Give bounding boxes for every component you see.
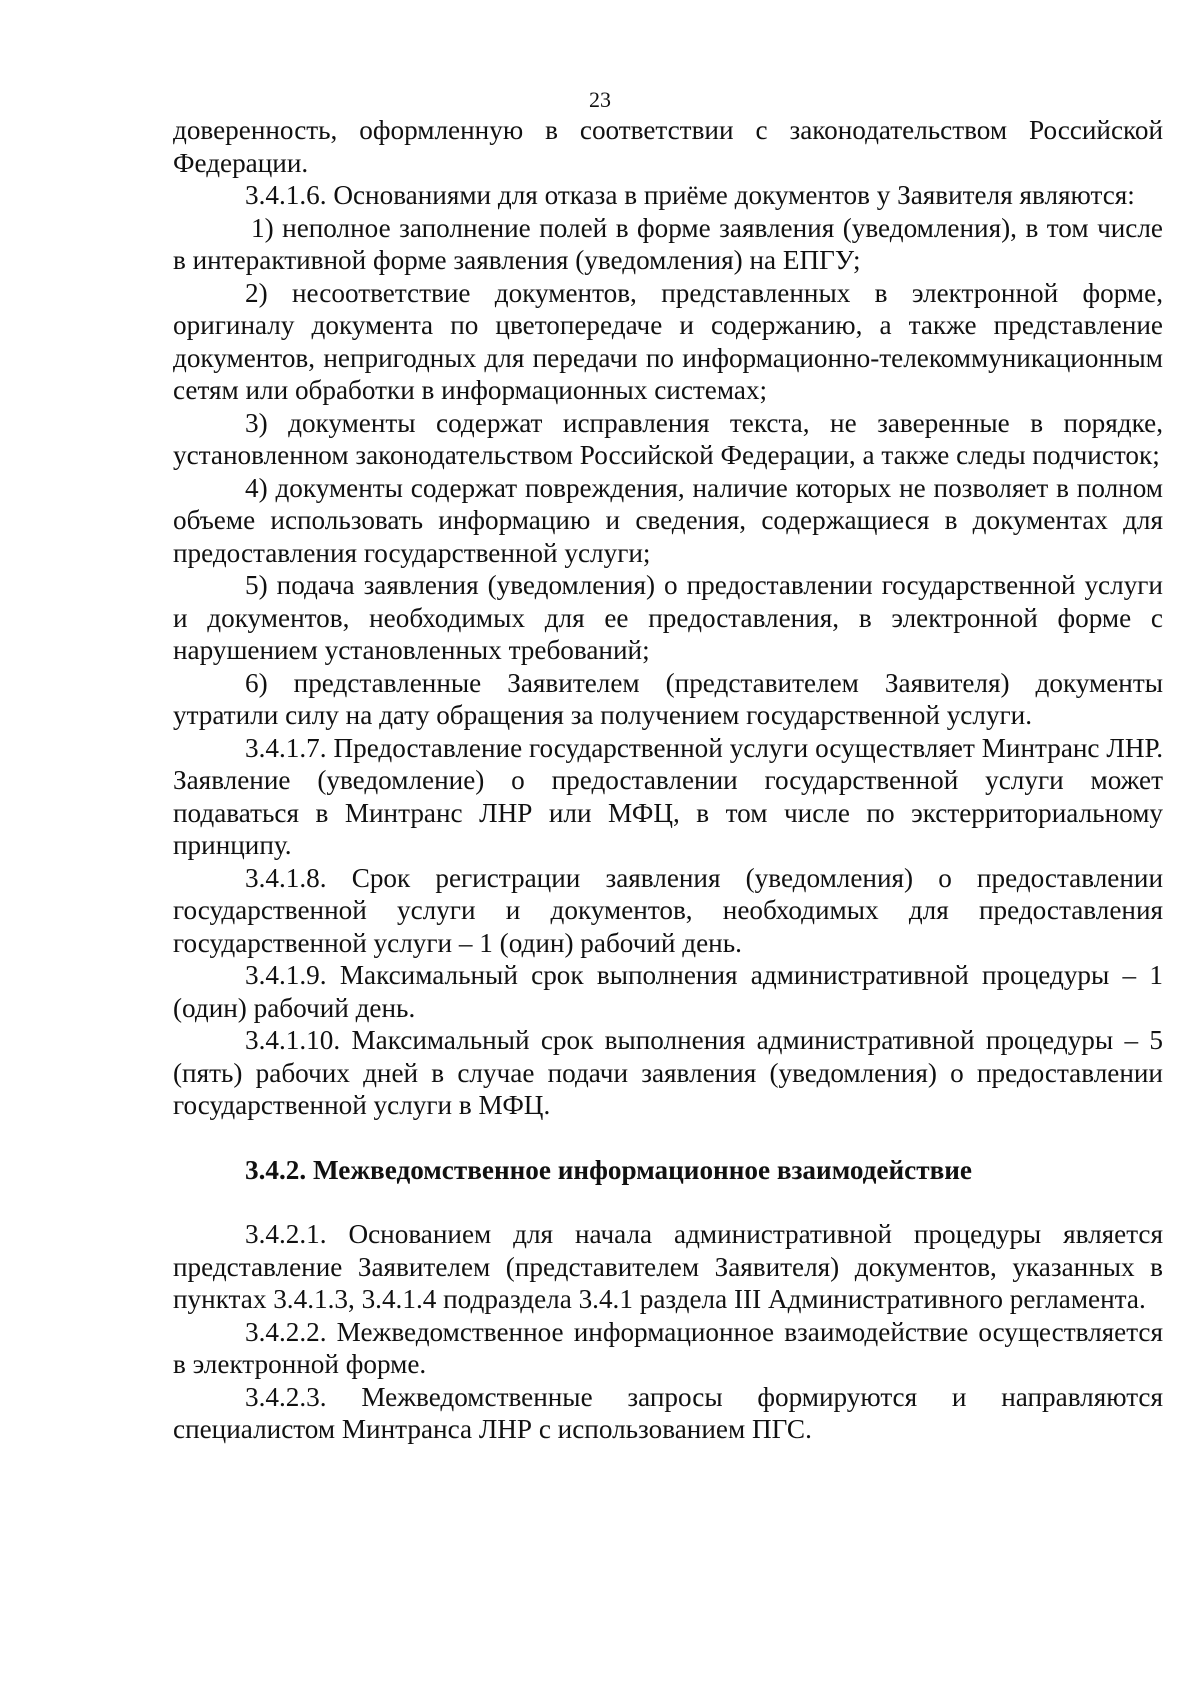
spacer [173, 1186, 1163, 1218]
paragraph-3-4-1-6: 3.4.1.6. Основаниями для отказа в приёме документов у Заявителя являются: [245, 180, 1135, 210]
paragraph-3-4-2-1: 3.4.2.1. Основанием для начала административной процедуры является представление Заявителем (представителем Заявителя) документов, указанных в пунктах 3.4.1.3, 3.4.1.4 подраздела 3.4.1 раздела III Административного регламента. [173, 1219, 1163, 1314]
list-item-2: 2) несоответствие документов, представленных в электронной форме, оригиналу документа по цветопередаче и содержанию, а также представление документов, непригодных для передачи по информационно-телекоммуникационным сетям или обработки в информационных системах; [173, 277, 1163, 405]
spacer [173, 1122, 1163, 1154]
list-item-4: 4) документы содержат повреждения, наличие которых не позволяет в полном объеме использовать информацию и сведения, содержащиеся в документах для предоставления государственной услуги; [173, 472, 1163, 568]
list-item-1: 1) неполное заполнение полей в форме заявления (уведомления), в том числе в интерактивной форме заявления (уведомления) на ЕПГУ; [173, 212, 1163, 275]
list-item-6: 6) представленные Заявителем (представителем Заявителя) документы утратили силу на дату обращения за получением государственной услуги. [173, 667, 1163, 730]
list-item-5: 5) подача заявления (уведомления) о предоставлении государственной услуги и документов, необходимых для ее предоставления, в электронной форме с нарушением установленных требований; [173, 570, 1163, 665]
document-body [173, 114, 1163, 1446]
paragraph-3-4-1-10: 3.4.1.10. Максимальный срок выполнения административной процедуры – 5 (пять) рабочих дней в случае подачи заявления (уведомления) о предоставлении государственной услуги в МФЦ. [173, 1025, 1163, 1120]
paragraph-3-4-1-8: 3.4.1.8. Срок регистрации заявления (уведомления) о предоставлении государственной услуги и документов, необходимых для предоставления государственной услуги – 1 (один) рабочий день. [173, 862, 1163, 958]
list-item-3: 3) документы содержат исправления текста, не заверенные в порядке, установленном законодательством Российской Федерации, а также следы подчисток; [173, 407, 1163, 470]
paragraph-3-4-1-9: 3.4.1.9. Максимальный срок выполнения административной процедуры – 1 (один) рабочий день. [173, 960, 1163, 1023]
paragraph-3-4-2-3: 3.4.2.3. Межведомственные запросы формируются и направляются специалистом Минтранса ЛНР с использованием ПГС. [173, 1381, 1163, 1444]
paragraph-3-4-1-7: 3.4.1.7. Предоставление государственной услуги осуществляет Минтранс ЛНР. Заявление (уведомление) о предоставлении государственной услуги может подаваться в Минтранс ЛНР или МФЦ, в том числе по экстерриториальному принципу. [173, 732, 1163, 860]
section-heading: 3.4.2. Межведомственное информационное взаимодействие [245, 1154, 972, 1185]
page-number: 23 [589, 87, 611, 112]
paragraph-3-4-2-2: 3.4.2.2. Межведомственное информационное взаимодействие осуществляется в электронной форме. [173, 1316, 1163, 1379]
paragraph-continuation: доверенность, оформленную в соответствии с законодательством Российской Федерации. [173, 115, 1163, 178]
